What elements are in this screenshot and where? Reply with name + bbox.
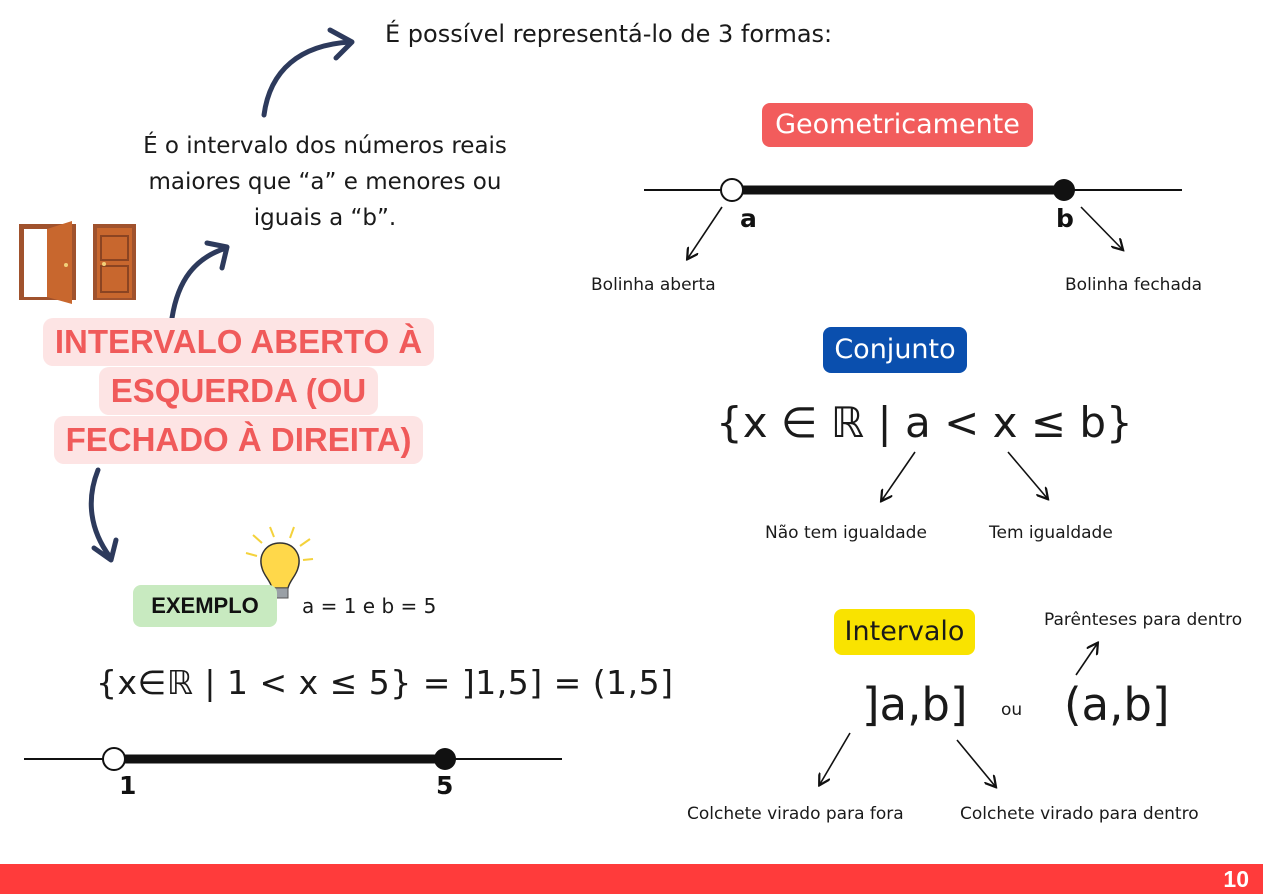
example-number-line bbox=[24, 748, 562, 770]
top-note: É possível representá-lo de 3 formas: bbox=[385, 20, 833, 48]
title-line: FECHADO À DIREITA) bbox=[54, 416, 424, 464]
definition-text: É o intervalo dos números reais maiores que “a” e menores ou iguais a “b”. bbox=[143, 133, 507, 231]
or-text: ou bbox=[1001, 700, 1023, 720]
closed-circle-icon bbox=[1053, 179, 1075, 201]
set-heading: Conjunto bbox=[823, 327, 967, 373]
bracket-out-label: Colchete virado para fora bbox=[687, 804, 904, 824]
axis-label-left: 1 bbox=[119, 771, 137, 800]
geometric-number-line bbox=[644, 179, 1182, 201]
open-circle-icon bbox=[103, 748, 125, 770]
open-door-icon bbox=[19, 221, 76, 304]
point-a-label: a bbox=[740, 204, 757, 233]
bracket-notation: ]a,b] bbox=[862, 678, 968, 731]
example-tag: EXEMPLO bbox=[133, 585, 277, 627]
page-title bbox=[16, 318, 461, 465]
parentheses-note: Parênteses para dentro bbox=[1044, 610, 1243, 630]
closed-circle-label: Bolinha fechada bbox=[1065, 275, 1203, 295]
no-equality-label: Não tem igualdade bbox=[765, 523, 927, 543]
equality-label: Tem igualdade bbox=[989, 523, 1113, 543]
curved-arrow-icon bbox=[172, 243, 227, 318]
open-circle-icon bbox=[721, 179, 743, 201]
axis-label-right: 5 bbox=[436, 771, 454, 800]
example-set-notation: {x∈ℝ | 1 < x ≤ 5} = ]1,5] = (1,5] bbox=[96, 663, 674, 702]
open-circle-label: Bolinha aberta bbox=[591, 275, 716, 295]
bracket-in-label: Colchete virado para dentro bbox=[960, 804, 1199, 824]
closed-circle-icon bbox=[434, 748, 456, 770]
footer-bar bbox=[0, 864, 1263, 894]
title-line: INTERVALO ABERTO À bbox=[43, 318, 434, 366]
title-line: ESQUERDA (OU bbox=[99, 367, 378, 415]
interval-heading: Intervalo bbox=[834, 609, 975, 655]
page-number: 10 bbox=[1223, 866, 1249, 892]
parentheses-notation: (a,b] bbox=[1064, 678, 1170, 731]
point-b-label: b bbox=[1056, 204, 1074, 233]
curved-arrow-icon bbox=[264, 30, 352, 115]
set-notation: {x ∈ ℝ | a < x ≤ b} bbox=[716, 398, 1133, 447]
curved-arrow-icon bbox=[91, 470, 116, 560]
geometric-heading: Geometricamente bbox=[762, 103, 1033, 147]
example-values: a = 1 e b = 5 bbox=[302, 594, 437, 618]
